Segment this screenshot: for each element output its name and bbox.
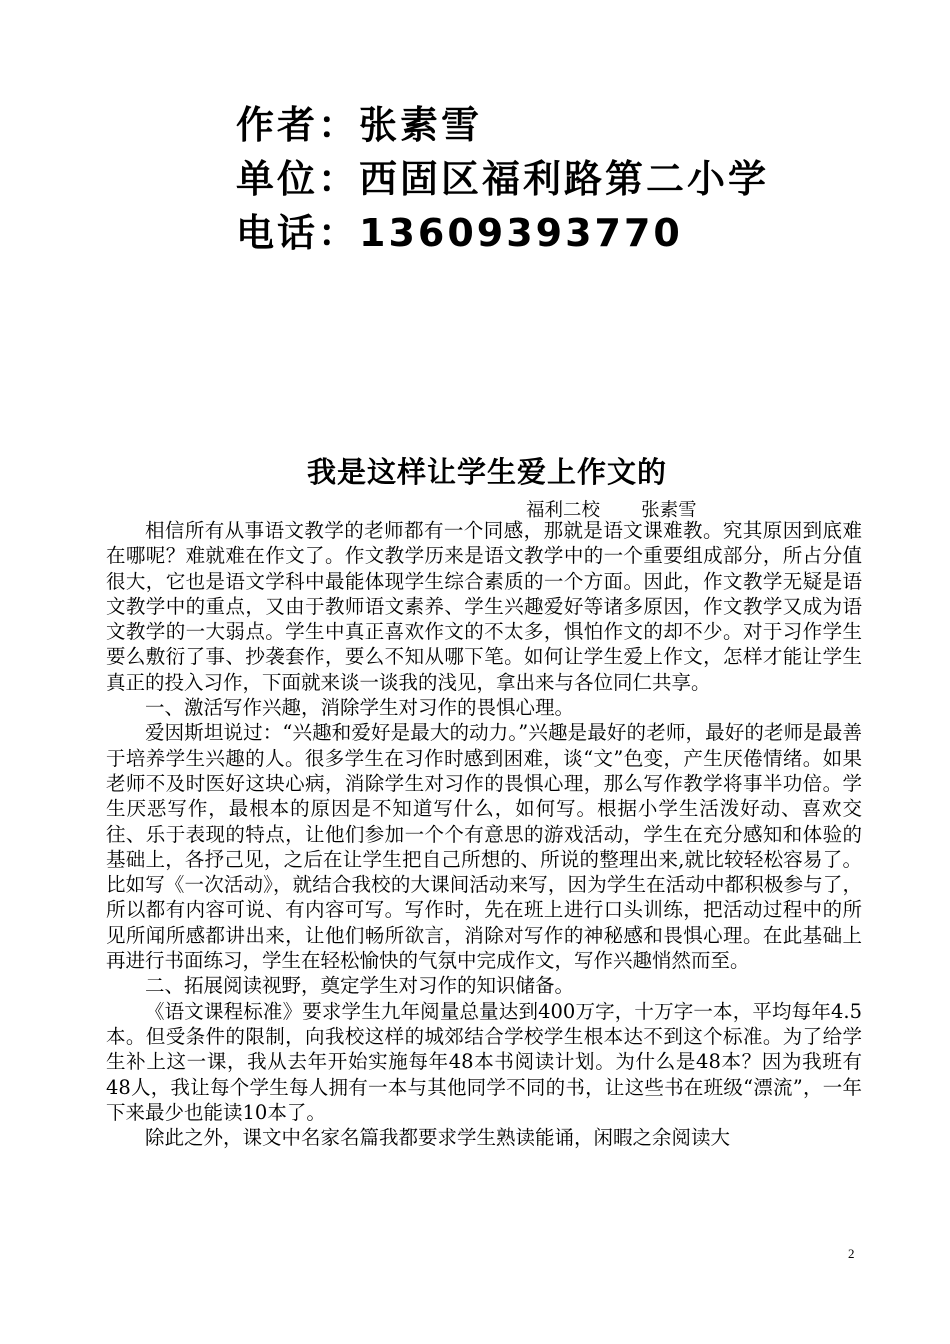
essay-body [106,518,862,1150]
essay-byline: 福利二校 张素雪 [526,500,697,521]
page-number: 2 [848,1246,855,1261]
paragraph-continuation: 除此之外，课文中名家名篇我都要求学生熟读能诵，闲暇之余阅读大 [145,1126,731,1150]
unit-line: 单位：西固区福利路第二小学 [236,157,770,201]
paragraph-intro: 相信所有从事语文教学的老师都有一个同感，那就是语文课难教。究其原因到底难在哪呢？难就难在作文了。作文教学历来是语文教学中的一个重要组成部分，所占分值很大，它也是语文学科中最能体现学生综合素质的一个方面。因此，作文教学无疑是语文教学中的重点，又由于教师语文素养、学生兴趣爱好等诸多原因，作文教学又成为语文教学的一大弱点。学生中真正喜欢作文的不太多，惧怕作文的却不少。对于习作学生要么敷衍了事、抄袭套作，要么不知从哪下笔。如何让学生爱上作文，怎样才能让学生真正的投入习作，下面就来谈一谈我的浅见，拿出来与各位同仁共享。 [106,519,862,694]
section-heading-1: 一、激活写作兴趣，消除学生对习作的畏惧心理。 [145,696,575,720]
paragraph-section-1: 爱因斯坦说过：“兴趣和爱好是最大的动力。”兴趣是最好的老师，最好的老师是最善于培养学生兴趣的人。很多学生在习作时感到困难，谈“文”色变，产生厌倦情绪。如果老师不及时医好这块心病，消除学生对习作的畏惧心理，那么写作教学将事半功倍。学生厌恶写作，最根本的原因是不知道写什么，如何写。根据小学生活泼好动、喜欢交往、乐于表现的特点，让他们参加一个个有意思的游戏活动，学生在充分感知和体验的基础上，各抒己见，之后在让学生把自己所想的、所说的整理出来,就比较轻松容易了。比如写《一次活动》，就结合我校的大课间活动来写，因为学生在活动中都积极参与了，所以都有内容可说、有内容可写。写作时，先在班上进行口头训练，把活动过程中的所见所闻所感都讲出来，让他们畅所欲言，消除对写作的神秘感和畏惧心理。在此基础上再进行书面练习，学生在轻松愉快的气氛中完成作文，写作兴趣悄然而至。 [106,721,862,973]
paragraph-section-2: 《语文课程标准》要求学生九年阅量总量达到400万字，十万字一本，平均每年4.5本。但受条件的限制，向我校这样的城郊结合学校学生根本达不到这个标准。为了给学生补上这一课，我从去年开始实施每年48本书阅读计划。为什么是48本？因为我班有48人，我让每个学生每人拥有一本与其他同学不同的书，让这些书在班级“漂流”，一年下来最少也能读10本了。 [106,999,862,1124]
section-heading-2: 二、拓展阅读视野，奠定学生对习作的知识储备。 [145,974,575,998]
author-info-block [236,98,769,260]
phone-line: 电话：13609393770 [236,211,683,255]
essay-title: 我是这样让学生爱上作文的 [306,455,667,489]
author-line: 作者：张素雪 [236,103,483,147]
